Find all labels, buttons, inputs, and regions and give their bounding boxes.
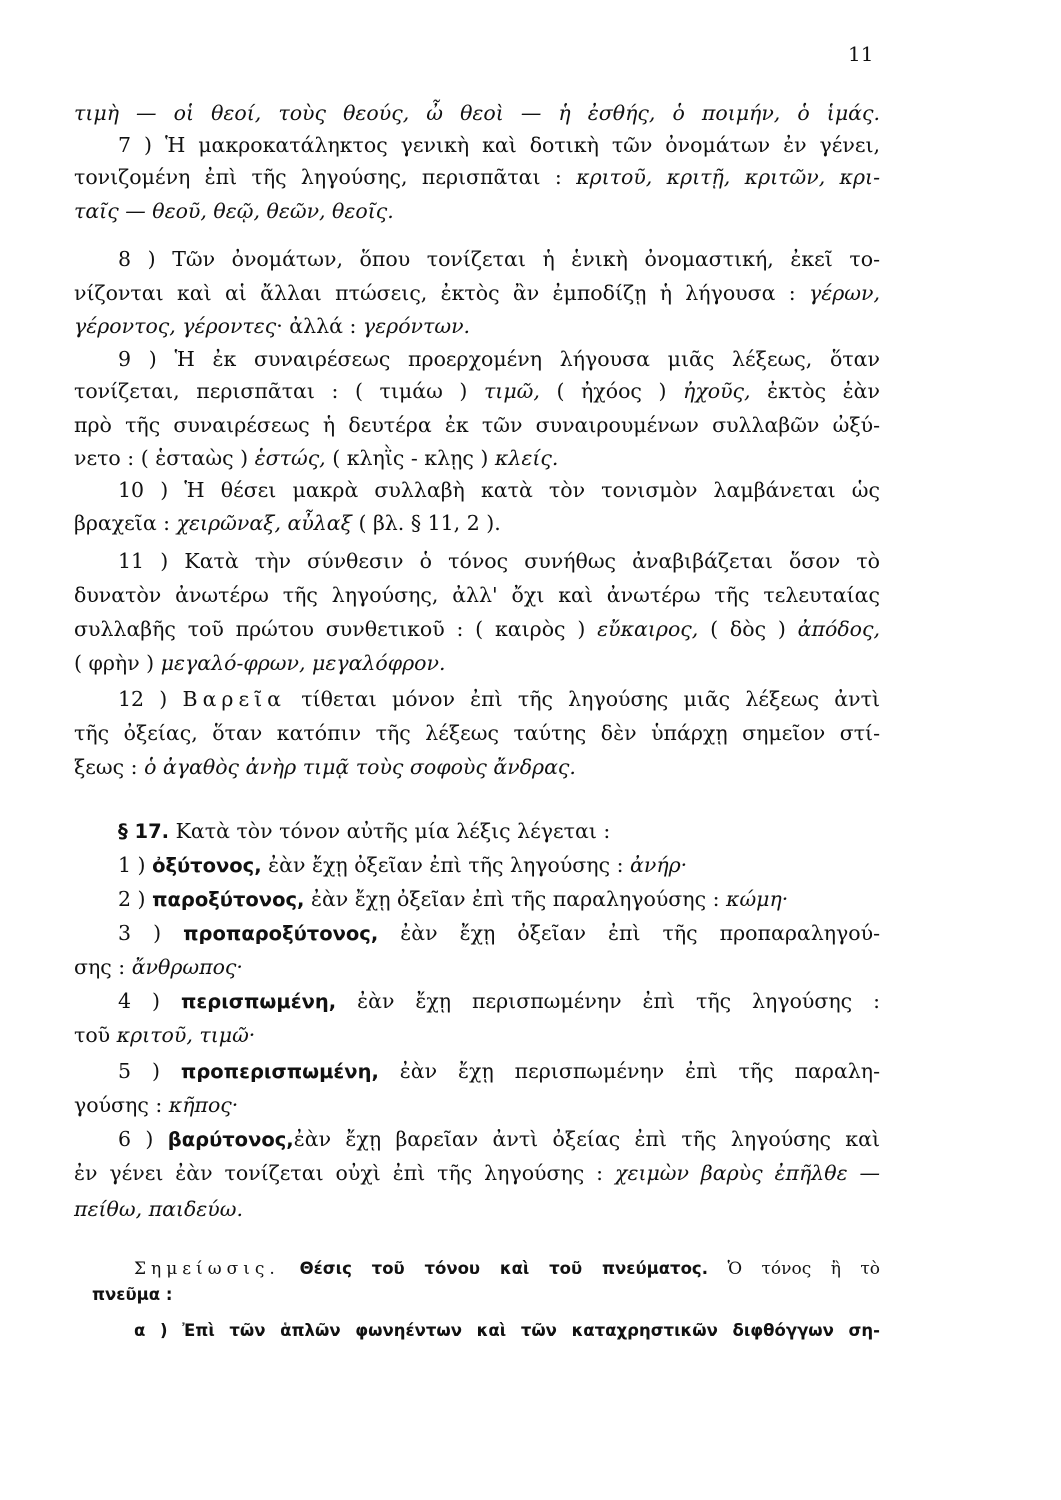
text-span: 2 ) [118,887,153,911]
text-span: α ) [134,1321,183,1340]
note-heading [134,1256,880,1282]
text-line [74,378,880,404]
text-line [74,582,880,608]
term: προπερισπωμένη, [180,1060,379,1083]
text-span: βραχεῖα : [74,511,177,535]
list-item [118,886,880,913]
text-span: 4 ) [118,989,181,1013]
term: ὀξύτονος, [152,854,262,877]
text-span: εὔκαιρος, [597,617,699,641]
text-line [74,280,880,306]
page-number: 11 [848,42,874,66]
text-span: 8 ) Τῶν ὀνομάτων, ὅπου τονίζεται ἡ ἑνικὴ ὀνομαστική, ἐκεῖ το- [118,247,880,271]
text-line [134,1318,880,1344]
text-span: γέροντος, γέροντες [74,314,277,338]
text-line [74,754,880,780]
text-span: ἐὰν ἔχῃ βαρεῖαν ἀντὶ ὀξείας ἐπὶ τῆς ληγούσης καὶ [293,1127,880,1151]
text-span: 9 ) Ἡ ἐκ συναιρέσεως προερχομένη λήγουσα μιᾶς λέξεως, ὅταν [118,347,880,371]
text-span: ταῖς — θεοῦ, θεῷ, θεῶν, θεοῖς. [74,199,394,223]
example: χειμὼν βαρὺς ἐπῆλθε — [615,1161,881,1185]
text-span: ( ἠχόος ) [539,379,684,403]
example: κῆπος· [168,1093,239,1117]
text-span: ἑστώς, [254,446,326,470]
text-span: ἐὰν ἔχῃ ὀξεῖαν ἐπὶ τῆς παραληγούσης : [304,887,726,911]
example: κώμη· [726,887,789,911]
text-span: ἐὰν ἔχῃ ὀξεῖαν ἐπὶ τῆς προπαραληγού- [378,921,880,945]
text-span: 12 ) [118,687,183,711]
list-item [118,1126,880,1153]
term: βαρύτονος, [167,1128,294,1151]
text-line [118,548,880,574]
term: προπαροξύτονος, [183,922,379,945]
text-span: νετο : ( ἑσταὼς ) [74,446,255,470]
text-span: ξεως : [74,755,145,779]
text-span: κριτοῦ, κριτῇ, κριτῶν, κρι- [576,165,880,189]
text-span: Κατὰ τὸν τόνον αὐτῆς μία λέξις λέγεται : [169,819,611,843]
text-span: ἐὰν ἔχῃ ὀξεῖαν ἐπὶ τῆς ληγούσης : [261,853,631,877]
text-line [118,477,880,503]
text-line [74,1022,880,1048]
text-span: 6 ) [118,1127,168,1151]
text-line [92,1282,880,1308]
text-line [74,412,880,438]
text-span: σης : [74,955,132,979]
text-span: ἠχοῦς, [683,379,751,403]
text-line [118,686,880,712]
text-span: Ἐπὶ τῶν ἁπλῶν φωνηέντων καὶ τῶν καταχρηστικῶν διφθόγγων ση- [182,1321,880,1340]
text-span: · ἀλλά : [276,314,363,338]
text-line [74,510,880,536]
section-number: § 17. [118,820,170,843]
text-line [74,164,880,190]
text-span: 11 ) Κατὰ τὴν σύνθεσιν ὁ τόνος συνήθως ἀναβιβάζεται ὅσον τὸ [118,549,880,573]
text-span: 7 ) Ἡ μακροκατάληκτος γενικὴ καὶ δοτικὴ τῶν ὀνομάτων ἐν γένει, [118,133,880,157]
text-span: ὁ ἀγαθὸς ἀνὴρ τιμᾷ τοὺς σοφοὺς ἄνδρας. [144,755,576,779]
example: ἀνήρ· [630,853,688,877]
text-span: 10 ) Ἡ θέσει μακρὰ συλλαβὴ κατὰ τὸν τονισμὸν λαμβάνεται ὡς [118,478,880,502]
text-line [118,246,880,272]
text-span: ( κληῒς - κλῃς ) [325,446,495,470]
text-span: τίθεται μόνον ἐπὶ τῆς ληγούσης μιᾶς λέξεως ἀντὶ [285,687,880,711]
text-span: κλείς. [494,446,559,470]
text-line [74,100,880,126]
text-line [118,132,880,158]
example: πείθω, παιδεύω. [74,1197,243,1221]
text-span: χειρῶναξ, αὖλαξ [176,511,352,535]
text-span: δυνατὸν ἀνωτέρω τῆς ληγούσης, ἀλλ' ὄχι καὶ ἀνωτέρω τῆς τελευταίας [74,583,880,607]
note-label: Σημείωσις. [134,1259,280,1279]
text-span: ἐκτὸς ἐὰν [750,379,880,403]
term: περισπωμένη, [180,990,337,1013]
text-span: ἐὰν ἔχῃ περισπωμένην ἐπὶ τῆς παραλη- [378,1059,880,1083]
text-span: πρὸ τῆς συναιρέσεως ἡ δευτέρα ἐκ τῶν συναιρουμένων συλλαβῶν ὠξύ- [74,413,880,437]
text-span: πνεῦμα : [92,1285,173,1304]
text-span: 3 ) [118,921,184,945]
text-span: τονιζομένη ἐπὶ τῆς ληγούσης, περισπᾶται : [74,165,577,189]
text-span: 1 ) [118,853,153,877]
text-line [74,1196,880,1222]
text-line [74,650,880,676]
text-span: νίζονται καὶ αἱ ἄλλαι πτώσεις, ἐκτὸς ἂν ἐμποδίζῃ ἡ λήγουσα : [74,281,809,305]
text-line [74,616,880,642]
text-span: ἐὰν ἔχῃ περισπωμένην ἐπὶ τῆς ληγούσης : [336,989,880,1013]
list-item [118,852,880,879]
list-item [118,988,880,1015]
text-line [74,198,880,224]
text-span: τονίζεται, περισπᾶται : ( τιμάω ) [74,379,484,403]
text-span: ( βλ. § 11, 2 ). [351,511,501,535]
text-span: τοῦ [74,1023,117,1047]
text-span: ( δὸς ) [698,617,798,641]
text-span: Βαρεῖα [182,687,286,711]
term: παροξύτονος, [152,888,305,911]
example: κριτοῦ, τιμῶ· [116,1023,256,1047]
text-span: γέρων, [809,281,880,305]
text-span: ἀπόδος, [797,617,880,641]
text-line [74,954,880,980]
section-heading [118,818,880,845]
text-span: γερόντων. [362,314,471,338]
note-title: Θέσις τοῦ τόνου καὶ τοῦ πνεύματος. [279,1259,708,1278]
example: ἄνθρωπος· [131,955,243,979]
text-span: τιμῶ, [483,379,540,403]
text-span: Ὁ τόνος ἢ τὸ [707,1259,880,1279]
text-span: συλλαβῆς τοῦ πρώτου συνθετικοῦ : ( καιρὸς ) [74,617,598,641]
text-span: 5 ) [118,1059,181,1083]
text-span: ( φρὴν ) [74,651,161,675]
text-line [74,1092,880,1118]
text-line [74,445,880,471]
list-item [118,920,880,947]
text-span: τιμὴ — οἱ θεοί, τοὺς θεούς, ὦ θεοὶ — ἡ ἐσθής, ὁ ποιμήν, ὁ ἱμάς. [74,101,880,125]
text-line [74,313,880,339]
text-line [74,1160,880,1186]
text-span: τῆς ὀξείας, ὅταν κατόπιν τῆς λέξεως ταύτης δὲν ὑπάρχῃ σημεῖον στί- [74,721,880,745]
text-line [74,720,880,746]
list-item [118,1058,880,1085]
text-span: γούσης : [74,1093,169,1117]
text-span: ἐν γένει ἐὰν τονίζεται οὐχὶ ἐπὶ τῆς ληγούσης : [74,1161,616,1185]
text-span: μεγαλό-φρων, μεγαλόφρον. [160,651,446,675]
text-line [118,346,880,372]
